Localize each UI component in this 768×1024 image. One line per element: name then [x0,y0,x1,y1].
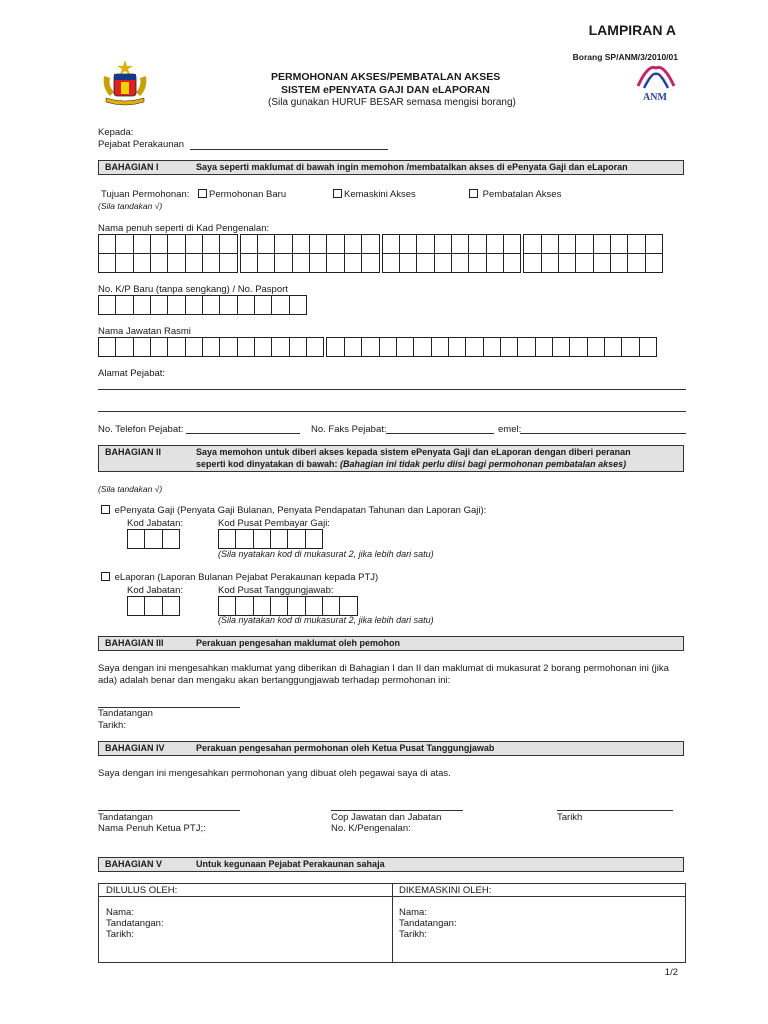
bahagian-3-header [98,636,684,651]
cop-line[interactable] [331,810,463,811]
tarikh-ketua-line[interactable] [557,810,673,811]
kepada-label: Kepada: [98,127,134,138]
char-box[interactable] [219,337,237,357]
jawatan-label: Nama Jawatan Rasmi [98,326,191,337]
char-box[interactable] [202,253,220,273]
dikemaskini-header: DIKEMASKINI OLEH: [399,885,492,896]
char-box[interactable] [162,596,180,616]
char-box[interactable] [326,253,344,273]
dikemaskini-tandatangan[interactable]: Tandatangan: [399,918,457,929]
form-subtitle: SISTEM ePENYATA GAJI DAN eLAPORAN [281,84,490,96]
dikemaskini-tarikh[interactable]: Tarikh: [399,929,427,940]
char-box[interactable] [235,596,253,616]
char-box[interactable] [558,234,576,254]
char-box[interactable] [399,234,417,254]
char-box[interactable] [292,253,310,273]
checkbox-icon[interactable] [469,189,478,198]
char-box[interactable] [500,337,518,357]
kegunaan-pejabat-table [98,883,686,963]
char-box[interactable] [326,337,344,357]
pejabat-perakaunan-label: Pejabat Perakaunan [98,139,185,150]
nama-label: Nama penuh seperti di Kad Pengenalan: [98,223,270,234]
char-box[interactable] [240,234,258,254]
note-2: (Sila nyatakan kod di mukasurat 2, jika lebih dari satu) [218,615,434,625]
pejabat-perakaunan-input[interactable] [190,149,388,150]
char-box[interactable] [541,234,559,254]
char-box[interactable] [257,234,275,254]
checkbox-icon[interactable] [198,189,207,198]
char-box[interactable] [645,253,663,273]
option-label: Permohonan Baru [209,189,287,200]
bahagian-1-number: BAHAGIAN I [105,162,159,172]
char-box[interactable] [257,253,275,273]
epenyata-option[interactable] [101,505,486,516]
page-number: 1/2 [664,967,678,978]
bahagian-3-text-1: Saya dengan ini mengesahkan maklumat yang diberikan di Bahagian I dan II dan maklumat di mukasurat 2 borang permohonan ini (jika [98,663,669,674]
char-box[interactable] [593,234,611,254]
char-box[interactable] [431,337,449,357]
dilulus-tarikh[interactable]: Tarikh: [106,929,134,940]
bahagian-2-title-line-2 [196,459,626,469]
char-box[interactable] [416,234,434,254]
bahagian-2-title-a: seperti kod dinyatakan di bawah: [196,459,341,469]
char-box[interactable] [326,234,344,254]
char-box[interactable] [237,295,255,315]
kp-label: No. K/P Baru (tanpa sengkang) / No. Pasport [98,284,288,295]
kod-pusat-tanggungjawab-label: Kod Pusat Tanggungjawab: [218,585,334,596]
char-box[interactable] [309,234,327,254]
nama-grid-row-1[interactable] [98,234,663,254]
kp-grid[interactable] [98,295,307,315]
char-box[interactable] [167,337,185,357]
char-box[interactable] [645,234,663,254]
char-box[interactable] [98,337,116,357]
char-box[interactable] [271,337,289,357]
char-box[interactable] [150,295,168,315]
char-box[interactable] [465,337,483,357]
kod-jabatan-label: Kod Jabatan: [127,518,183,529]
char-box[interactable] [344,253,362,273]
char-box[interactable] [503,234,521,254]
checkbox-icon[interactable] [101,572,110,581]
char-box[interactable] [185,295,203,315]
char-box[interactable] [218,596,236,616]
char-box[interactable] [115,253,133,273]
char-box[interactable] [150,337,168,357]
epenyata-label: ePenyata Gaji (Penyata Gaji Bulanan, Penyata Pendapatan Tahunan dan Laporan Gaji): [114,505,487,516]
char-box[interactable] [305,596,323,616]
option-permohonan-baru[interactable] [198,189,286,200]
char-box[interactable] [344,337,362,357]
kod-pusat-pembayar-label: Kod Pusat Pembayar Gaji: [218,518,330,529]
malaysia-coat-of-arms-icon [96,58,154,106]
nama-grid-row-2[interactable] [98,253,663,273]
checkbox-icon[interactable] [101,505,110,514]
cop-label: Cop Jawatan dan Jabatan [331,812,442,823]
char-box[interactable] [287,596,305,616]
bahagian-5-number: BAHAGIAN V [105,859,163,869]
char-box[interactable] [133,337,151,357]
tandakan-hint-2: (Sila tandakan √) [98,484,163,494]
bahagian-4-title: Perakuan pengesahan permohonan oleh Ketua Pusat Tanggungjawab [196,743,495,753]
bahagian-2-title: Saya memohon untuk diberi akses kepada sistem ePenyata Gaji dan eLaporan dengan diberi peranan [196,447,631,457]
char-box[interactable] [523,234,541,254]
char-box[interactable] [627,253,645,273]
char-box[interactable] [185,337,203,357]
emel-input[interactable] [520,433,686,434]
char-box[interactable] [503,253,521,273]
char-box[interactable] [558,253,576,273]
char-box[interactable] [399,253,417,273]
char-box[interactable] [322,596,340,616]
char-box[interactable] [382,253,400,273]
dilulus-tandatangan[interactable]: Tandatangan: [106,918,164,929]
char-box[interactable] [517,337,535,357]
char-box[interactable] [483,337,501,357]
nama-ketua-label: Nama Penuh Ketua PTJ;: [98,823,206,834]
char-box[interactable] [219,295,237,315]
dilulus-nama[interactable]: Nama: [106,907,134,918]
char-box[interactable] [270,529,288,549]
char-box[interactable] [309,253,327,273]
char-box[interactable] [434,253,452,273]
char-box[interactable] [523,253,541,273]
char-box[interactable] [202,295,220,315]
char-box[interactable] [202,234,220,254]
char-box[interactable] [639,337,657,357]
char-box[interactable] [535,337,553,357]
char-box[interactable] [162,529,180,549]
char-box[interactable] [621,337,639,357]
char-box[interactable] [292,234,310,254]
elaporan-label: eLaporan (Laporan Bulanan Pejabat Perakaunan kepada PTJ) [114,572,379,583]
char-box[interactable] [413,337,431,357]
char-box[interactable] [416,253,434,273]
char-box[interactable] [270,596,288,616]
char-box[interactable] [133,234,151,254]
char-box[interactable] [253,596,271,616]
telefon-input[interactable] [186,433,300,434]
char-box[interactable] [448,337,466,357]
telefon-label: No. Telefon Pejabat: [98,424,184,435]
char-box[interactable] [115,295,133,315]
char-box[interactable] [396,337,414,357]
option-label: Pembatalan Akses [482,189,562,200]
char-box[interactable] [468,234,486,254]
kod-jabatan-label-2: Kod Jabatan: [127,585,183,596]
char-box[interactable] [202,337,220,357]
form-instruction: (Sila gunakan HURUF BESAR semasa mengisi borang) [268,97,516,108]
faks-input[interactable] [386,433,494,434]
char-box[interactable] [254,337,272,357]
alamat-label: Alamat Pejabat: [98,368,166,379]
char-box[interactable] [361,234,379,254]
bahagian-5-header [98,857,684,872]
char-box[interactable] [575,253,593,273]
borang-number: Borang SP/ANM/3/2010/01 [572,52,678,62]
char-box[interactable] [127,596,145,616]
char-box[interactable] [610,253,628,273]
kod-jabatan-grid-2[interactable] [127,596,180,616]
bahagian-5-title: Untuk kegunaan Pejabat Perakaunan sahaja [196,859,385,869]
option-pembatalan-akses[interactable] [469,189,561,200]
char-box[interactable] [451,253,469,273]
char-box[interactable] [150,253,168,273]
char-box[interactable] [115,234,133,254]
char-box[interactable] [218,529,236,549]
char-box[interactable] [344,234,362,254]
char-box[interactable] [339,596,357,616]
option-kemaskini-akses[interactable] [333,189,416,200]
char-box[interactable] [185,253,203,273]
char-box[interactable] [486,234,504,254]
bahagian-3-title: Perakuan pengesahan maklumat oleh pemohon [196,638,401,648]
bahagian-1-header [98,160,684,175]
tandatangan-ketua-line[interactable] [98,810,240,811]
char-box[interactable] [144,529,162,549]
tandatangan-pemohon-label: Tandatangan [98,708,153,719]
bahagian-3-number: BAHAGIAN III [105,638,164,648]
tarikh-pemohon-label: Tarikh: [98,720,126,731]
char-box[interactable] [289,295,307,315]
option-label: Kemaskini Akses [344,189,416,200]
char-box[interactable] [361,337,379,357]
char-box[interactable] [240,253,258,273]
char-box[interactable] [133,253,151,273]
char-box[interactable] [289,337,307,357]
kod-jabatan-grid-1[interactable] [127,529,180,549]
char-box[interactable] [627,234,645,254]
char-box[interactable] [167,253,185,273]
bahagian-2-header [98,445,684,472]
char-box[interactable] [219,234,237,254]
bahagian-2-title-b: (Bahagian ini tidak perlu diisi bagi permohonan pembatalan akses) [340,459,627,469]
dilulus-header: DILULUS OLEH: [106,885,178,896]
tarikh-ketua-label: Tarikh [557,812,583,823]
note-1: (Sila nyatakan kod di mukasurat 2, jika lebih dari satu) [218,549,434,559]
char-box[interactable] [167,234,185,254]
anm-logo-text: ANM [643,92,667,103]
char-box[interactable] [235,529,253,549]
checkbox-icon[interactable] [333,189,342,198]
anm-logo [634,62,678,106]
bahagian-4-text: Saya dengan ini mengesahkan permohonan yang dibuat oleh pegawai saya di atas. [98,768,451,779]
kod-pusat-tanggungjawab-grid[interactable] [218,596,358,616]
elaporan-option[interactable] [101,572,378,583]
char-box[interactable] [115,337,133,357]
char-box[interactable] [305,529,323,549]
char-box[interactable] [382,234,400,254]
lampiran-label: LAMPIRAN A [588,22,676,38]
char-box[interactable] [587,337,605,357]
char-box[interactable] [274,234,292,254]
kod-pusat-pembayar-grid[interactable] [218,529,323,549]
char-box[interactable] [287,529,305,549]
char-box[interactable] [541,253,559,273]
form-title: PERMOHONAN AKSES/PEMBATALAN AKSES [271,71,501,83]
bahagian-4-number: BAHAGIAN IV [105,743,165,753]
bahagian-4-header [98,741,684,756]
char-box[interactable] [552,337,570,357]
char-box[interactable] [610,234,628,254]
char-box[interactable] [593,253,611,273]
char-box[interactable] [306,337,324,357]
table-header-line [99,896,685,897]
no-kp-ketua-label: No. K/Pengenalan: [331,823,411,834]
char-box[interactable] [575,234,593,254]
char-box[interactable] [253,529,271,549]
char-box[interactable] [271,295,289,315]
char-box[interactable] [185,234,203,254]
char-box[interactable] [98,295,116,315]
char-box[interactable] [98,234,116,254]
char-box[interactable] [133,295,151,315]
bahagian-1-title: Saya seperti maklumat di bawah ingin memohon /membatalkan akses di ePenyata Gaji dan eLaporan [196,162,628,172]
char-box[interactable] [451,234,469,254]
char-box[interactable] [274,253,292,273]
char-box[interactable] [98,253,116,273]
char-box[interactable] [150,234,168,254]
char-box[interactable] [144,596,162,616]
char-box[interactable] [219,253,237,273]
jawatan-grid[interactable] [98,337,657,357]
char-box[interactable] [486,253,504,273]
char-box[interactable] [167,295,185,315]
char-box[interactable] [379,337,397,357]
bahagian-3-text-2: ada) adalah benar dan mengaku akan bertanggungjawab terhadap permohonan ini: [98,675,451,686]
tandatangan-ketua-label: Tandatangan [98,812,153,823]
dikemaskini-nama[interactable]: Nama: [399,907,427,918]
char-box[interactable] [237,337,255,357]
alamat-line-1[interactable] [98,389,686,390]
char-box[interactable] [361,253,379,273]
char-box[interactable] [604,337,622,357]
char-box[interactable] [468,253,486,273]
tandakan-hint: (Sila tandakan √) [98,201,163,211]
char-box[interactable] [434,234,452,254]
emel-label: emel: [498,424,522,435]
char-box[interactable] [254,295,272,315]
alamat-line-2[interactable] [98,411,686,412]
char-box[interactable] [569,337,587,357]
bahagian-2-number: BAHAGIAN II [105,447,161,457]
faks-label: No. Faks Pejabat: [311,424,387,435]
char-box[interactable] [127,529,145,549]
tujuan-label: Tujuan Permohonan: [101,189,190,200]
